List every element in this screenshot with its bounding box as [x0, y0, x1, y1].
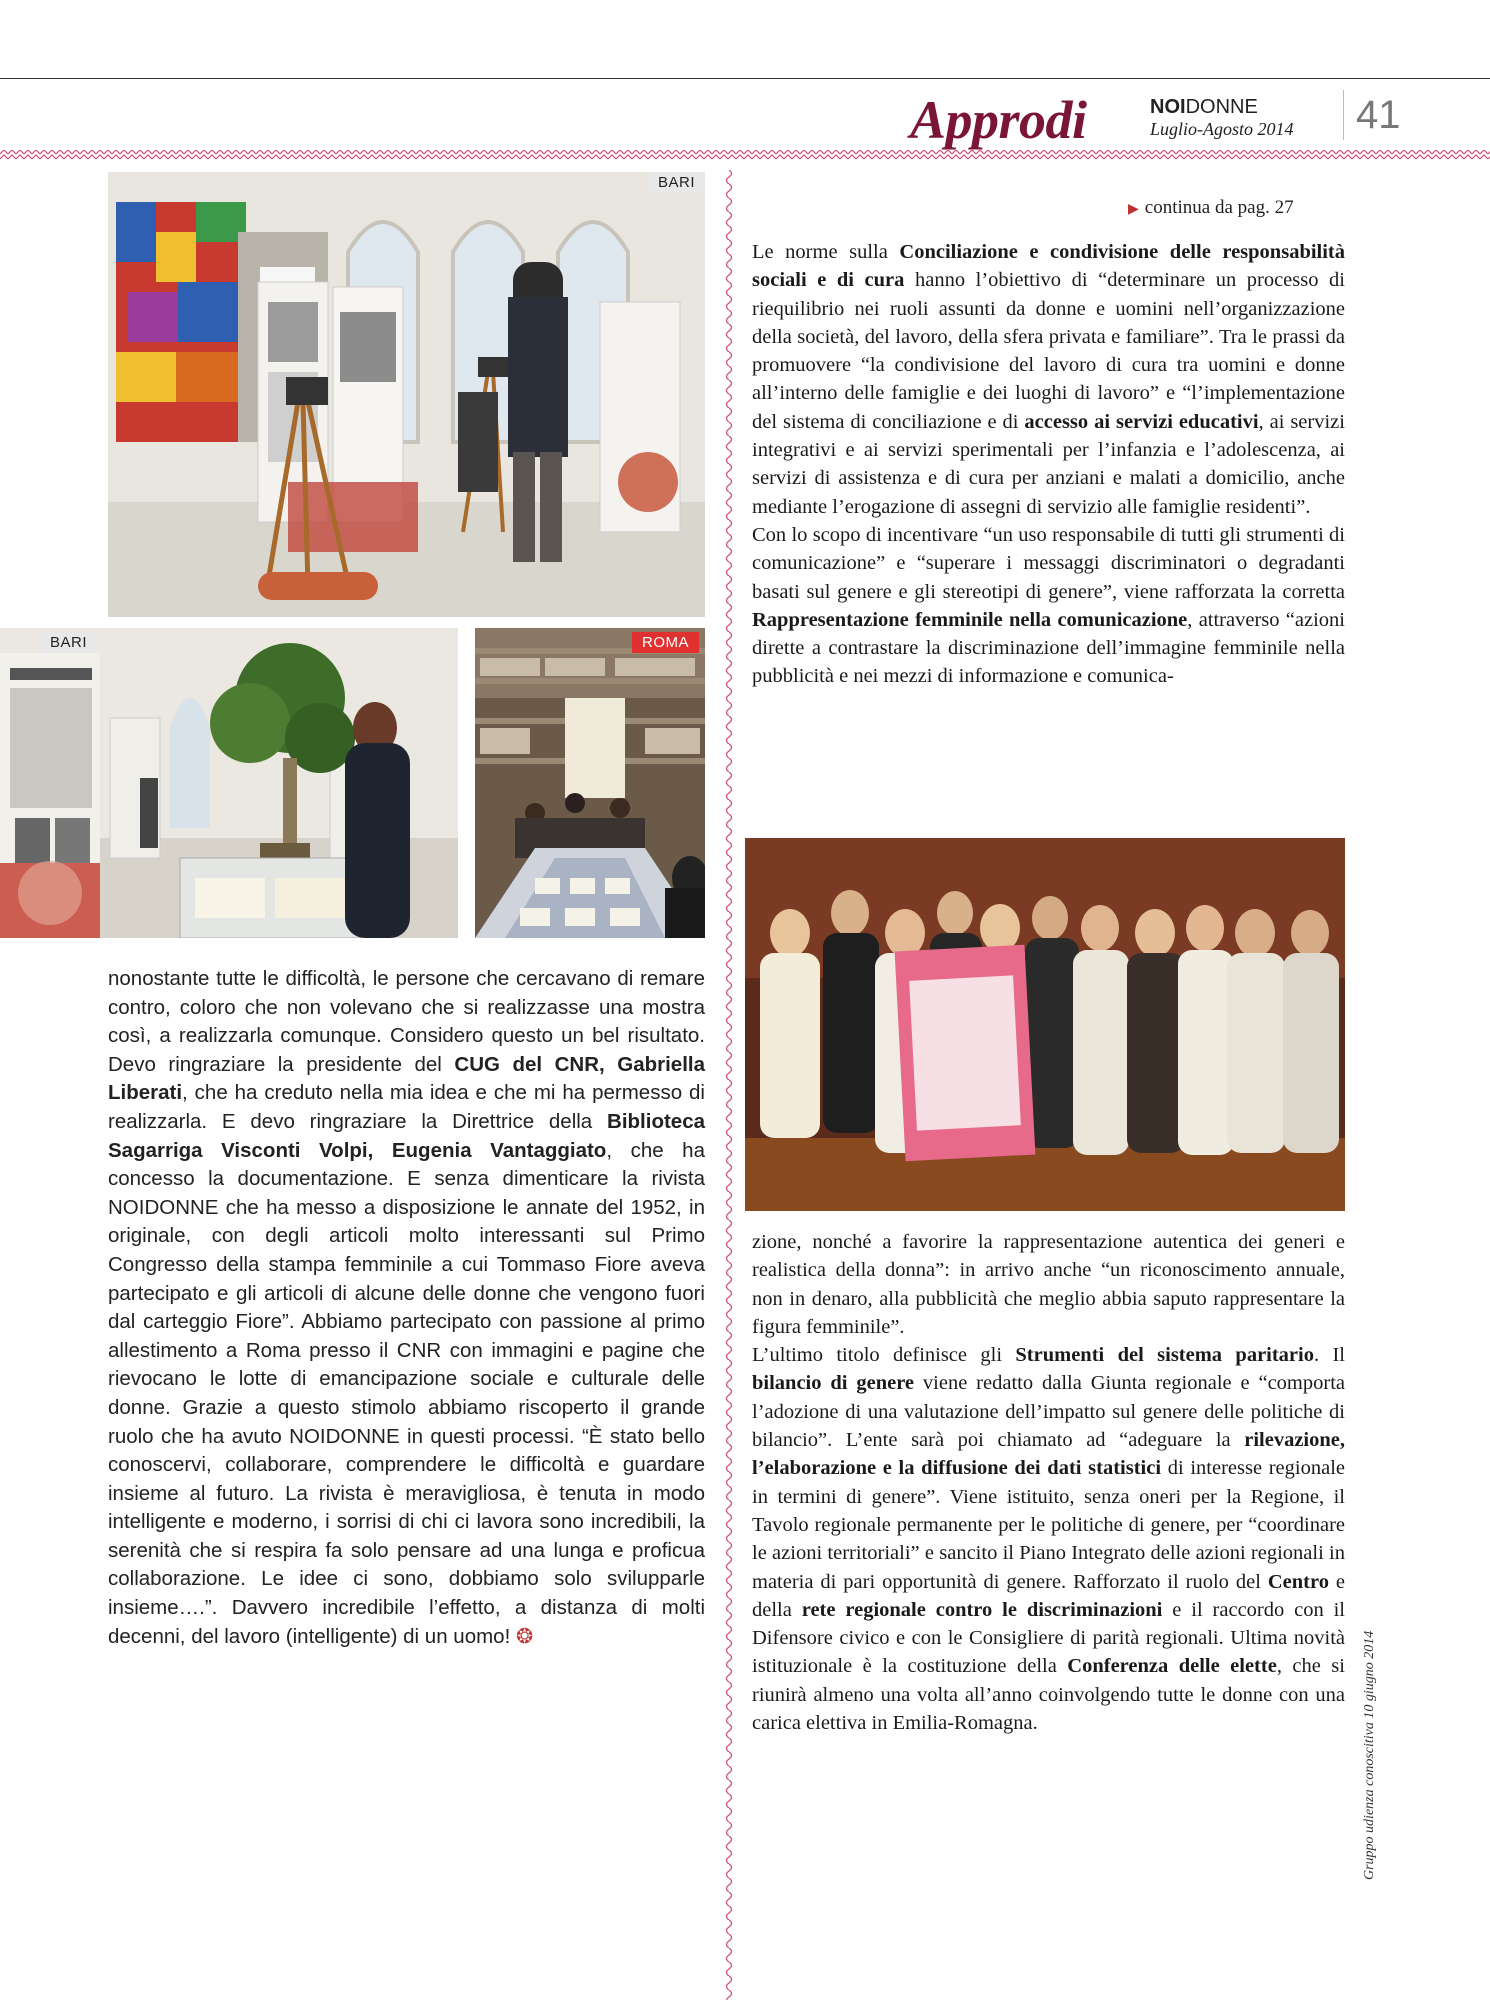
triangle-icon: ▶ — [1128, 202, 1139, 217]
right-article-bottom — [752, 1228, 1345, 1737]
bold-run: accesso ai servizi educativi — [1024, 410, 1259, 433]
caption-text: Gruppo udienza conoscitiva 10 giugno 2014 — [1362, 1630, 1377, 1880]
left-paragraph — [108, 965, 705, 1651]
right-paragraph-2 — [752, 521, 1345, 691]
text-run: nonostante tutte le difficoltà, le persone che cercavano di remare contro, coloro che non volevano che si realizzasse una mostra così, a realizzarla comunque. Considero questo un bel risultato. Devo ringraziare la presidente del — [108, 967, 705, 1076]
photo-tag-bari-2: BARI — [40, 632, 97, 653]
bold-run: rete regionale contro le discriminazioni — [801, 1598, 1163, 1621]
text-run: . Il — [1313, 1344, 1345, 1367]
bold-run: Centro — [1267, 1570, 1329, 1593]
text-run: zione, nonché a favorire la rappresentazione autentica dei generi e realistica della donna”: in arrivo anche “un riconoscimento annuale, non in denaro, alla pubblicità che meglio abbia saputo rappresentare la figura femminile”. — [752, 1231, 1345, 1338]
text-run: Le norme sulla — [752, 241, 900, 263]
bold-run: bilancio di genere — [752, 1372, 915, 1395]
text-run: di interesse regionale in termini di genere”. Viene istituito, senza oneri per la Regione, il Tavolo regionale permanente per le politiche di genere, per “coordinare le azioni territoriali” e sancito il Piano Integrato delle azioni regionali in materia di pari opportunità di genere. Rafforzato il ruolo del — [752, 1457, 1345, 1593]
text-run: , che ha creduto nella mia idea e che mi ha permesso di realizzarla. E devo ringraziare la Direttrice della — [108, 1081, 705, 1133]
bold-run: Biblioteca Sagarriga Visconti Volpi, Eugenia Vantaggiato — [108, 1109, 705, 1162]
photo-bari-exhibition — [108, 172, 705, 617]
bold-run: Strumenti del sistema paritario — [1015, 1344, 1314, 1367]
left-article-text — [108, 965, 705, 1651]
photo-tag-roma: ROMA — [632, 632, 699, 653]
header-separator — [1343, 90, 1344, 140]
issue-date: Luglio-Agosto 2014 — [1150, 119, 1294, 139]
right-article-top — [752, 238, 1345, 691]
photo-tag-bari: BARI — [648, 172, 705, 193]
text-run: , che si riunirà almeno una volta all’anno coinvolgendo tutte le donne con una carica elettiva in Emilia-Romagna. — [752, 1655, 1345, 1735]
pub-noi: NOI — [1150, 96, 1186, 118]
bold-run: Rappresentazione femminile nella comunicazione — [752, 608, 1188, 631]
right-paragraph-1 — [752, 238, 1345, 521]
bold-run: Conferenza delle elette — [1067, 1655, 1277, 1678]
text-run: , attraverso “azioni dirette a contrastare la discriminazione dell’immagine femminile nella pubblicità e nei mezzi di informazione e comunica- — [752, 608, 1345, 688]
text-run: Con lo scopo di incentivare “un uso responsabile di tutti gli strumenti di comunicazione” e “superare i messaggi discriminatori o degradanti basati sul genere e gli stereotipi di genere”, viene rafforzata la corretta — [752, 523, 1345, 603]
zigzag-rule — [0, 150, 1490, 166]
text-run: , ai servizi integrativi e ai servizi sperimentali per l’infanzia e l’adolescenza, ai servizi di assistenza e di cura per anziani e malati a domicilio, anche mediante l’erogazione di assegni di servizio alle famiglie residenti”. — [752, 410, 1345, 518]
text-run: , che ha concesso la documentazione. E senza dimenticare la rivista NOIDONNE che ha messo a disposizione le annate del 1952, in originale, con degli articoli molto interessanti sul Primo Congresso della stampa femminile a cui Tommaso Fiore aveva partecipato e gli articoli di alcune delle donne che vengono fuori dal carteggio Fiore”. Abbiamo partecipato con passione al primo allestimento a Roma presso il CNR con immagini e pagine che rievocano le lotte di emancipazione sociale e culturale delle donne. Grazie a questo stimolo abbiamo riscoperto il grande ruolo che ha avuto NOIDONNE in questi processi. “È stato bello conoscervi, collaborare, comprendere le difficoltà e guardare insieme al futuro. La rivista è meravigliosa, è tenuta in modo intelligente e moderno, i sorrisi di chi ci lavora sono incredibili, la serenità che si respira fa solo pensare ad una lunga e proficua collaborazione. Le idee ci sono, dobbiamo solo svilupparle insieme….”. Davvero incredibile l’effetto, a distanza di molti decenni, del lavoro (intelligente) di un uomo! — [108, 1138, 705, 1648]
bold-run: CUG del CNR, Gabriella Liberati — [108, 1052, 705, 1105]
photo-bari-visitors — [0, 628, 458, 938]
column-divider — [722, 170, 736, 2000]
continued-label: continua da pag. 27 — [1144, 197, 1294, 218]
right-paragraph-3 — [752, 1228, 1345, 1341]
text-run: viene redatto dalla Giunta regionale e “comporta l’adozione di una valutazione dell’impatto sul genere delle politiche di bilancio”. L’ente sarà poi chiamato ad “adeguare la — [752, 1372, 1346, 1452]
pub-donne: DONNE — [1185, 96, 1258, 118]
text-run: L’ultimo titolo definisce gli — [752, 1344, 1016, 1367]
text-run: e della — [752, 1570, 1345, 1621]
bold-run: Conciliazione e condivisione delle responsabilità sociali e di cura — [752, 241, 1346, 292]
right-paragraph-4 — [752, 1341, 1345, 1737]
page-number: 41 — [1356, 93, 1401, 137]
photo-group-hearing — [745, 838, 1345, 1211]
masthead — [0, 88, 1490, 148]
top-rule — [0, 78, 1490, 79]
end-mark-icon: ❂ — [515, 1624, 534, 1648]
section-title: Approdi — [910, 90, 1087, 150]
continued-from — [1128, 197, 1294, 219]
text-run: hanno l’obiettivo di “determinare un processo di riequilibrio nei ruoli assunti da donne e uomini nell’organizzazione della società, del lavoro, della sfera privata e familiare”. Tra le prassi da promuovere “la condivisione del lavoro di cura tra uomini e donne all’interno delle famiglie e dei luoghi di lavoro” e “l’implementazione del sistema di conciliazione e di — [752, 269, 1345, 433]
text-run: e il raccordo con il Difensore civico e con le Consigliere di parità regionali. Ultima novità istituzionale è la costituzione della — [752, 1598, 1346, 1678]
photo-roma-library — [475, 628, 705, 938]
publication-name — [1150, 96, 1258, 118]
photo-caption-vertical — [1362, 1580, 1384, 1880]
bold-run: rilevazione, l’elaborazione e la diffusione dei dati statistici — [752, 1429, 1345, 1480]
